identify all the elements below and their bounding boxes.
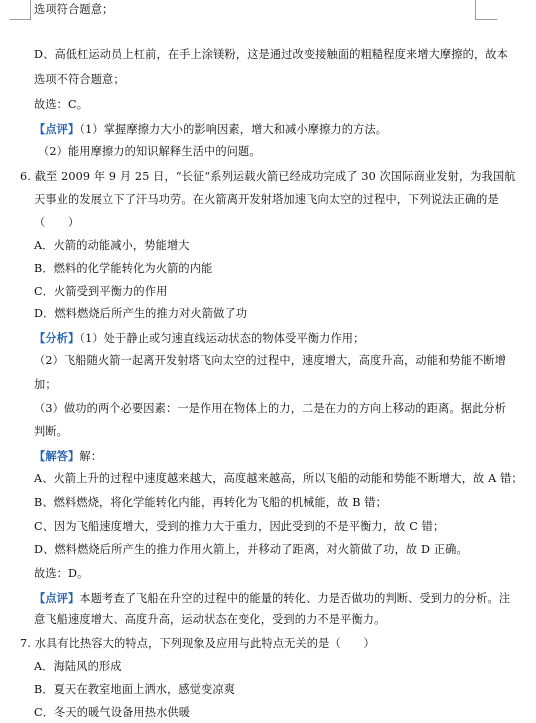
question-line: 7. 水具有比热容大的特点，下列现象及应用与此特点无关的是（ ） [20,637,375,650]
question-line: 6. 截至 2009 年 9 月 25 日，“长征“系列运载火箭已经成功完成了 30 次国际商业发射，为我国航 [20,170,516,183]
option-line: B．燃料的化学能转化为火箭的内能 [34,262,213,275]
analysis-line: 【分析】（1）处于静止或匀速直线运动状态的物体受平衡力作用； [34,331,365,345]
text-line: 天事业的发展立下了汗马功劳。在火箭离开发射塔加速飞向太空的过程中，下列说法正确的是 [34,193,499,206]
comment-tag: 【点评】 [34,591,80,605]
text-line: A、火箭上升的过程中速度越来越大，高度越来越高，所以飞船的动能和势能不断增大，故 A 错； [34,472,523,485]
text-line: 判断。 [34,425,69,438]
option-line: B．夏天在教室地面上洒水，感觉变凉爽 [34,683,236,696]
question-number: 7. [20,637,31,650]
text-line: （3）做功的两个必要因素：一是作用在物体上的力，二是在力的方向上移动的距离。据此分析 [34,402,507,415]
text-line: 故选：C。 [34,98,89,111]
text-line: 意飞船速度增大、高度升高，运动状态在变化，受到的力不是平衡力。 [34,613,386,626]
comment-line: 【点评】本题考查了飞船在升空的过程中的能量的转化、力是否做功的判断、受到力的分析。注 [34,591,511,605]
comment-tag: 【点评】 [34,122,80,136]
comment-line: 【点评】（1）掌握摩擦力大小的影响因素，增大和减小摩擦力的方法。 [34,122,388,136]
text-line: D、高低杠运动员上杠前，在手上涂镁粉，这是通过改变接触面的粗糙程度来增大摩擦的，故本 [34,48,508,61]
solution-line: 【解答】解： [34,449,103,463]
text-line: 选项符合题意； [34,3,114,16]
option-line: C．火箭受到平衡力的作用 [34,285,168,298]
text-line: （ ） [34,216,80,229]
text-line: （2）飞船随火箭一起离开发射塔飞向太空的过程中，速度增大，高度升高，动能和势能不断增 [34,354,507,367]
solution-tag: 【解答】 [34,449,80,463]
text-line: （2）能用摩擦力的知识解释生活中的问题。 [38,145,261,158]
text-line: B、燃料燃烧，将化学能转化内能，再转化为飞船的机械能，故 B 错； [34,496,387,509]
option-line: D．燃料燃烧后所产生的推力对火箭做了功 [34,307,248,320]
analysis-tag: 【分析】 [34,331,80,345]
text-line: 加； [34,378,57,391]
question-number: 6. [20,170,31,183]
text-line: C、因为飞船速度增大，受到的推力大于重力，因此受到的不是平衡力，故 C 错； [34,520,445,533]
option-line: C．冬天的暖气设备用热水供暖 [34,706,191,719]
text-line: D、燃料燃烧后所产生的推力作用火箭上，并移动了距离，对火箭做了功，故 D 正确。 [34,543,468,556]
option-line: A．火箭的动能减小，势能增大 [34,239,190,252]
option-line: A．海陆风的形成 [34,660,122,673]
text-line: 故选：D。 [34,567,89,580]
text-line: 选项不符合题意； [34,73,125,86]
